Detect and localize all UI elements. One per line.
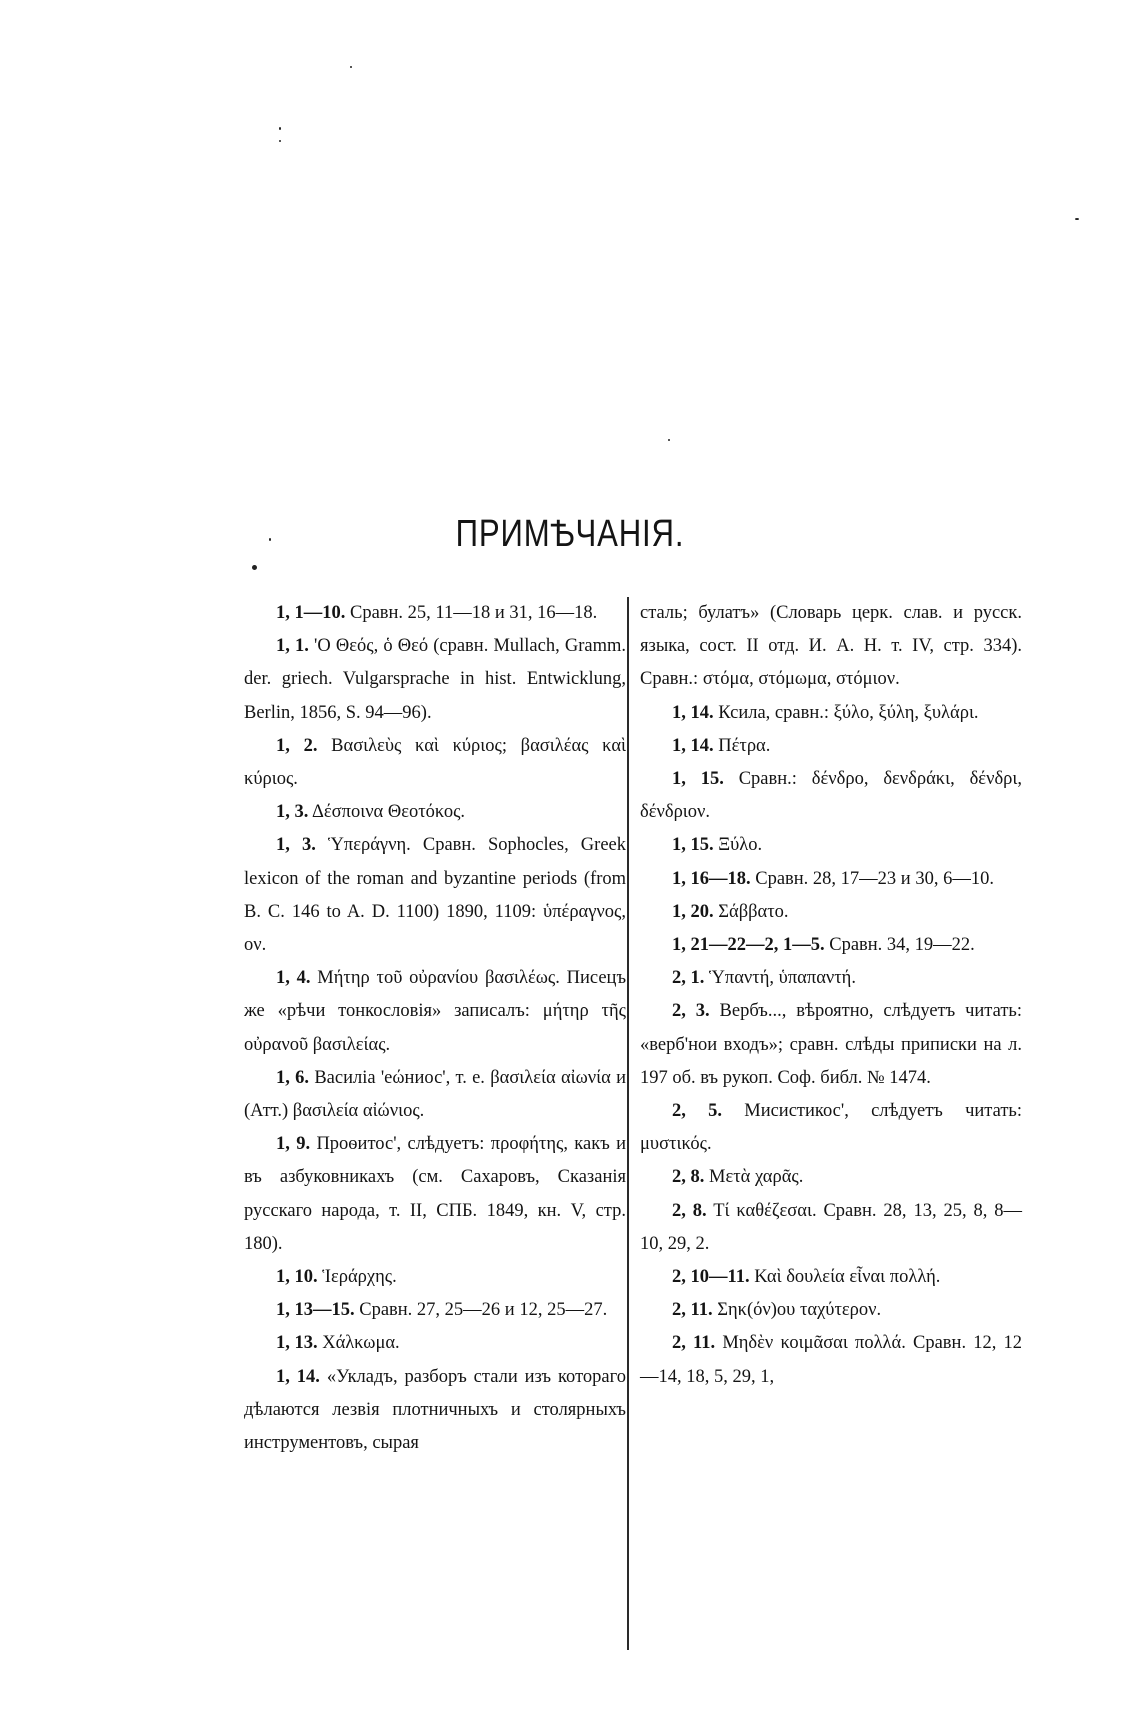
note-reference: 1, 15.	[672, 835, 714, 856]
notes-column-right	[640, 597, 1022, 1394]
note-entry	[244, 597, 626, 630]
note-entry	[640, 697, 1022, 730]
note-entry	[640, 962, 1022, 995]
note-text: Χάλκωμα.	[322, 1333, 400, 1354]
note-reference: 1, 20.	[672, 901, 714, 922]
note-text: Τί καθέζεσαι. Сравн. 28, 13, 25, 8, 8—10, 29, 2.	[640, 1200, 1022, 1254]
note-reference: 1, 3.	[276, 802, 309, 823]
note-entry	[640, 1095, 1022, 1161]
note-entry	[244, 1261, 626, 1294]
note-text: Ἱεράρχης.	[322, 1267, 397, 1288]
scan-speck	[279, 140, 281, 142]
notes-column-left	[244, 597, 626, 1460]
note-entry	[244, 829, 626, 962]
note-reference: 1, 13.	[276, 1333, 318, 1354]
note-reference: 2, 8.	[672, 1200, 707, 1221]
note-text: Δέσποινα Θεοτόκος.	[311, 802, 466, 823]
scan-speck	[252, 565, 257, 570]
page-title: ПРИМѢЧАНІЯ.	[455, 513, 685, 556]
note-entry	[640, 730, 1022, 763]
note-entry	[244, 962, 626, 1062]
note-entry	[640, 829, 1022, 862]
note-text: Сравн. 34, 19—22.	[829, 935, 975, 956]
note-text: 'Ο Θεός, ὁ Θεό (сравн. Mullach, Gramm. der. griech. Vulgarsprache in hist. Entwicklung, Berlin, 1856, S. 94—96).	[244, 636, 626, 723]
note-reference: 1, 1.	[276, 636, 309, 657]
note-text: Мисистикос', слѣдуетъ читать: μυστικός.	[640, 1101, 1023, 1155]
note-entry	[244, 630, 626, 730]
note-text: Василіа 'еώниос', т. е. βασιλεία αἰωνία и (Атт.) βασιλεία αἰώνιος.	[244, 1067, 627, 1122]
note-text: Ὑπεράγνη. Сравн. Sophocles, Greek lexicon of the roman and byzantine periods (from B. C. 146 to A. D. 1100) 1890, 1109: ὑπέραγνος, ον.	[244, 835, 626, 956]
note-reference: 2, 5.	[672, 1101, 722, 1122]
note-entry	[244, 730, 626, 796]
note-entry	[640, 863, 1022, 896]
note-text: Καὶ δουλεία εἶναι πολλή.	[754, 1267, 941, 1288]
note-entry	[640, 1195, 1022, 1261]
note-entry	[640, 929, 1022, 962]
note-text: Ξύλο.	[718, 835, 763, 856]
scan-speck	[668, 439, 670, 441]
note-text: «Укладъ, разборъ стали изъ котораго дѣлаются лезвія плотничныхъ и столярныхъ инструментовъ, сырая	[244, 1366, 626, 1454]
note-text: Проѳитос', слѣдуетъ: προφήτης, какъ и въ азбуковникахъ (см. Сахаровъ, Сказанія русскаго народа, т. II, СПБ. 1849, кн. V, стр. 180).	[244, 1134, 627, 1254]
note-reference: 1, 6.	[276, 1067, 310, 1088]
note-reference: 2, 11.	[672, 1333, 716, 1354]
scan-speck	[279, 127, 281, 130]
note-entry	[640, 597, 1022, 697]
note-reference: 1, 2.	[276, 735, 318, 756]
note-reference: 1, 15.	[672, 769, 724, 790]
note-text: Σηκ(όν)ου ταχύτερον.	[717, 1300, 882, 1321]
note-text: сталь; булатъ» (Словарь церк. слав. и русск. языка, сост. II отд. И. А. Н. т. IV, стр. 334). Сравн.: στόμα, στόμωμα, στόμιον.	[640, 603, 1022, 690]
note-reference: 2, 11.	[672, 1300, 713, 1321]
note-entry	[244, 1062, 626, 1128]
note-reference: 1, 21—22—2, 1—5.	[672, 935, 825, 956]
note-reference: 2, 10—11.	[672, 1267, 750, 1288]
note-reference: 1, 3.	[276, 835, 316, 856]
note-reference: 2, 3.	[672, 1001, 710, 1022]
note-text: Μηδὲν κοιμᾶσαι πολλά. Сравн. 12, 12—14, 18, 5, 29, 1,	[640, 1333, 1023, 1387]
note-reference: 1, 10.	[276, 1267, 318, 1288]
note-text: Сравн.: δένδρο, δενδράκι, δένδρι, δένδριον.	[640, 769, 1022, 823]
note-reference: 1, 14.	[276, 1366, 320, 1387]
note-reference: 2, 1.	[672, 968, 705, 989]
note-entry	[244, 1294, 626, 1327]
note-reference: 1, 14.	[672, 735, 714, 756]
note-text: Ὑπαντή, ὑπαπαντή.	[709, 968, 856, 989]
note-text: Σάββατο.	[718, 901, 789, 922]
note-reference: 1, 13—15.	[276, 1300, 355, 1321]
note-entry	[640, 1161, 1022, 1194]
note-text: Πέτρα.	[718, 735, 771, 756]
note-text: Βασιλεὺς καὶ κύριος; βασιλέας καὶ κύριος.	[244, 735, 627, 790]
note-entry	[640, 1294, 1022, 1327]
note-entry	[244, 1128, 626, 1261]
note-reference: 2, 8.	[672, 1167, 705, 1188]
note-text: Сравн. 28, 17—23 и 30, 6—10.	[755, 868, 994, 889]
note-entry	[640, 1327, 1022, 1393]
note-reference: 1, 4.	[276, 968, 311, 989]
note-text: Сравн. 25, 11—18 и 31, 16—18.	[350, 603, 598, 623]
scan-speck	[1075, 218, 1079, 220]
note-text: Сравн. 27, 25—26 и 12, 25—27.	[359, 1300, 608, 1321]
note-reference: 1, 1—10.	[276, 603, 346, 623]
note-entry	[244, 1327, 626, 1360]
note-entry	[640, 995, 1022, 1095]
note-reference: 1, 16—18.	[672, 868, 751, 889]
note-entry	[640, 1261, 1022, 1294]
note-text: Ксила, сравн.: ξύλο, ξύλη, ξυλάρι.	[718, 702, 979, 723]
note-reference: 1, 9.	[276, 1134, 311, 1155]
note-text: Μήτηρ τοῦ οὐρανίου βασιλέως. Писецъ же «рѣчи тонкословія» записалъ: μήτηρ τῆς οὐρανοῦ βασιλείας.	[244, 968, 627, 1055]
note-entry	[640, 896, 1022, 929]
note-entry	[244, 1361, 626, 1461]
note-entry	[244, 796, 626, 829]
scan-speck	[350, 66, 352, 68]
note-text: Μετὰ χαρᾶς.	[709, 1167, 804, 1188]
note-reference: 1, 14.	[672, 702, 714, 723]
note-text: Вербъ..., вѣроятно, слѣдуетъ читать: «верб'нои входъ»; сравн. слѣды приписки на л. 197 об. въ рукоп. Соф. библ. № 1474.	[640, 1001, 1022, 1088]
note-entry	[640, 763, 1022, 829]
column-divider	[627, 597, 629, 1650]
